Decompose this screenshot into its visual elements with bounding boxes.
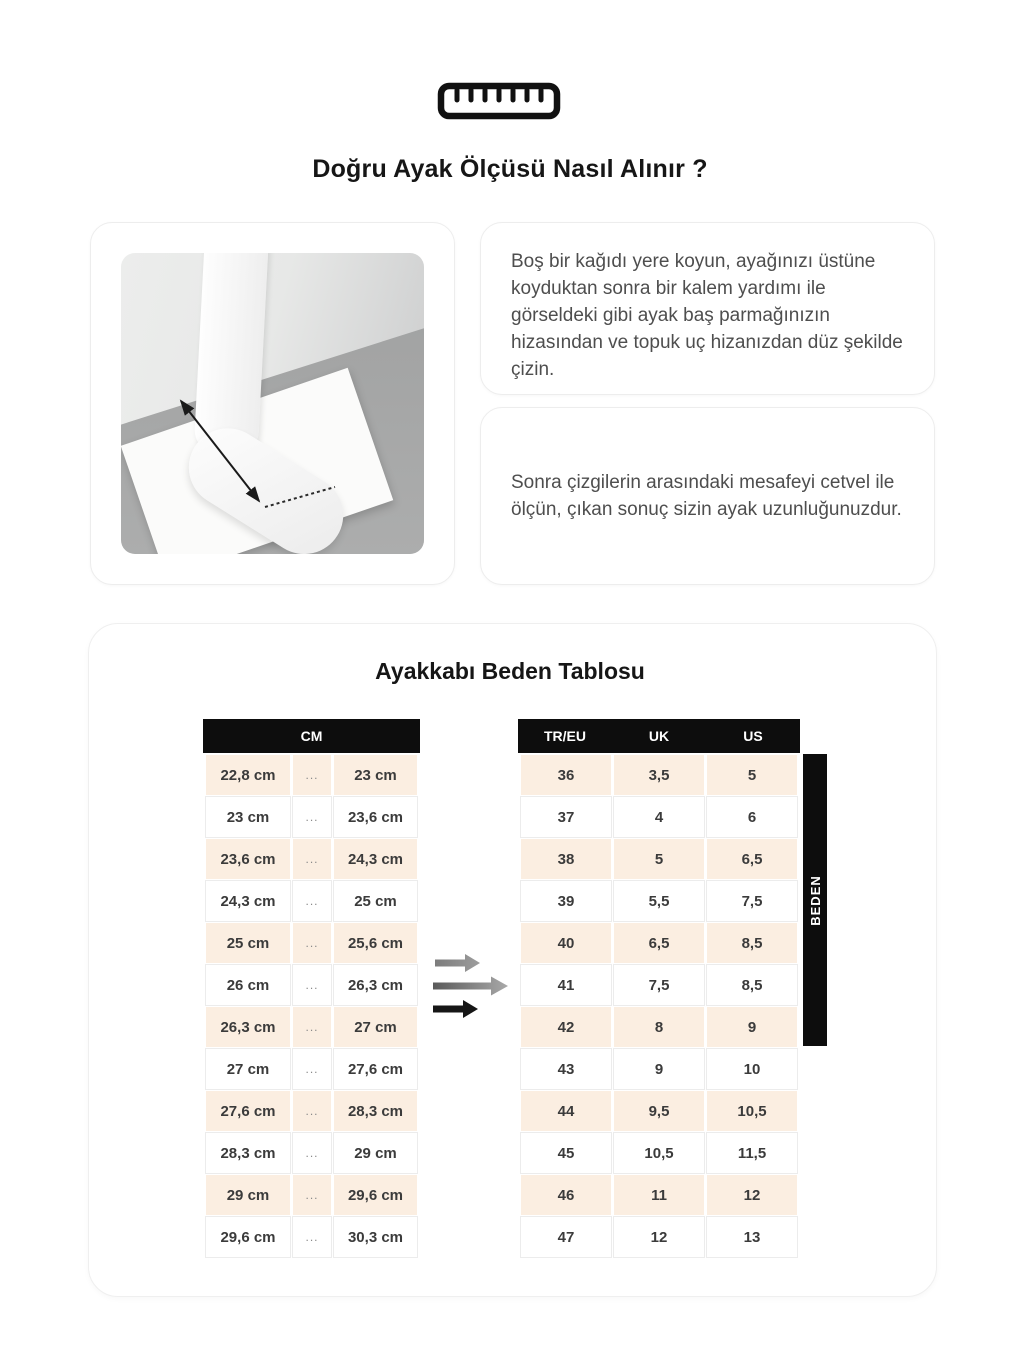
cm-range-to: 25 cm [334, 881, 417, 921]
tr-eu-size: 41 [521, 965, 611, 1005]
conversion-table-row [521, 1217, 797, 1257]
conversion-table-row [521, 1091, 797, 1131]
tr-eu-size: 47 [521, 1217, 611, 1257]
cm-range-from: 28,3 cm [206, 1133, 290, 1173]
cm-table-row [206, 965, 417, 1005]
cm-range-separator: ... [293, 923, 331, 963]
cm-range-to: 24,3 cm [334, 839, 417, 879]
instruction-text-2: Sonra çizgilerin arasındaki mesafeyi cetvel ile ölçün, çıkan sonuç sizin ayak uzunluğunuzdur. [511, 472, 902, 520]
cm-table-row [206, 1217, 417, 1257]
cm-range-from: 26,3 cm [206, 1007, 290, 1047]
size-section-title: Ayakkabı Beden Tablosu [375, 658, 645, 684]
cm-table-row [206, 839, 417, 879]
conversion-table-row [521, 839, 797, 879]
cm-range-separator: ... [293, 1091, 331, 1131]
tr-eu-size: 45 [521, 1133, 611, 1173]
us-size: 10,5 [707, 1091, 797, 1131]
cm-table-row [206, 1007, 417, 1047]
cm-table-row [206, 1049, 417, 1089]
us-size: 8,5 [707, 923, 797, 963]
us-size: 12 [707, 1175, 797, 1215]
cm-table-row [206, 1091, 417, 1131]
us-size: 7,5 [707, 881, 797, 921]
header-uk: UK [648, 728, 670, 744]
tr-eu-size: 44 [521, 1091, 611, 1131]
us-size: 13 [707, 1217, 797, 1257]
cm-table-header [203, 719, 420, 753]
cm-range-from: 27 cm [206, 1049, 290, 1089]
conversion-table-row [521, 923, 797, 963]
uk-size: 6,5 [614, 923, 704, 963]
cm-range-from: 29,6 cm [206, 1217, 290, 1257]
cm-table-row [206, 797, 417, 837]
conversion-table-header [518, 719, 800, 753]
cm-range-to: 29,6 cm [334, 1175, 417, 1215]
uk-size: 9,5 [614, 1091, 704, 1131]
conversion-table-body [521, 755, 797, 1257]
instruction-card-1 [480, 222, 935, 395]
cm-range-separator: ... [293, 1175, 331, 1215]
uk-size: 5 [614, 839, 704, 879]
us-size: 8,5 [707, 965, 797, 1005]
cm-table [203, 753, 420, 1259]
cm-table-row [206, 1133, 417, 1173]
cm-header-label: CM [300, 728, 323, 744]
beden-side-bar [803, 754, 827, 1046]
beden-label: BEDEN [807, 874, 823, 926]
us-size: 11,5 [707, 1133, 797, 1173]
uk-size: 5,5 [614, 881, 704, 921]
header-tr-eu: TR/EU [544, 728, 586, 744]
cm-table-row [206, 881, 417, 921]
uk-size: 10,5 [614, 1133, 704, 1173]
uk-size: 3,5 [614, 755, 704, 795]
tr-eu-size: 39 [521, 881, 611, 921]
cm-range-from: 27,6 cm [206, 1091, 290, 1131]
cm-range-to: 28,3 cm [334, 1091, 417, 1131]
cm-range-from: 26 cm [206, 965, 290, 1005]
cm-table-row [206, 1175, 417, 1215]
instruction-text-1: Boş bir kağıdı yere koyun, ayağınızı üstüne koyduktan sonra bir kalem yardımı ile görseldeki gibi ayak baş parmağınızın hizasından ve topuk uç hizanızdan düz şekilde çizin. [511, 251, 903, 380]
cm-range-from: 22,8 cm [206, 755, 290, 795]
cm-range-from: 25 cm [206, 923, 290, 963]
cm-range-from: 23,6 cm [206, 839, 290, 879]
cm-range-to: 23 cm [334, 755, 417, 795]
conversion-table-row [521, 965, 797, 1005]
tr-eu-size: 36 [521, 755, 611, 795]
us-size: 6 [707, 797, 797, 837]
cm-range-to: 23,6 cm [334, 797, 417, 837]
cm-range-separator: ... [293, 839, 331, 879]
conversion-table-row [521, 1133, 797, 1173]
conversion-table-row [521, 881, 797, 921]
cm-range-to: 25,6 cm [334, 923, 417, 963]
conversion-table-row [521, 755, 797, 795]
conversion-table-row [521, 1049, 797, 1089]
tr-eu-size: 38 [521, 839, 611, 879]
tr-eu-size: 42 [521, 1007, 611, 1047]
cm-range-separator: ... [293, 755, 331, 795]
cm-range-to: 27 cm [334, 1007, 417, 1047]
us-size: 5 [707, 755, 797, 795]
uk-size: 9 [614, 1049, 704, 1089]
conversion-table-row [521, 797, 797, 837]
cm-range-separator: ... [293, 965, 331, 1005]
cm-range-separator: ... [293, 797, 331, 837]
cm-range-separator: ... [293, 1007, 331, 1047]
cm-range-to: 27,6 cm [334, 1049, 417, 1089]
cm-range-separator: ... [293, 1217, 331, 1257]
cm-range-from: 23 cm [206, 797, 290, 837]
tr-eu-size: 46 [521, 1175, 611, 1215]
cm-range-to: 29 cm [334, 1133, 417, 1173]
cm-range-from: 29 cm [206, 1175, 290, 1215]
cm-range-to: 26,3 cm [334, 965, 417, 1005]
foot-measurement-photo [121, 253, 424, 554]
table-link-arrows-icon [425, 945, 520, 1025]
cm-table-row [206, 923, 417, 963]
cm-table-body [206, 755, 417, 1257]
uk-size: 7,5 [614, 965, 704, 1005]
measurement-arrow [121, 253, 424, 554]
conversion-table-row [521, 1007, 797, 1047]
cm-range-separator: ... [293, 1049, 331, 1089]
ruler-icon [437, 82, 561, 122]
tr-eu-size: 37 [521, 797, 611, 837]
page-title: Doğru Ayak Ölçüsü Nasıl Alınır ? [312, 155, 708, 183]
conversion-table [518, 753, 800, 1259]
cm-range-from: 24,3 cm [206, 881, 290, 921]
cm-range-separator: ... [293, 1133, 331, 1173]
conversion-table-row [521, 1175, 797, 1215]
us-size: 6,5 [707, 839, 797, 879]
tr-eu-size: 40 [521, 923, 611, 963]
measurement-image-card [90, 222, 455, 585]
cm-range-separator: ... [293, 881, 331, 921]
uk-size: 12 [614, 1217, 704, 1257]
uk-size: 8 [614, 1007, 704, 1047]
header-us: US [743, 728, 763, 744]
uk-size: 4 [614, 797, 704, 837]
tr-eu-size: 43 [521, 1049, 611, 1089]
us-size: 9 [707, 1007, 797, 1047]
cm-range-to: 30,3 cm [334, 1217, 417, 1257]
us-size: 10 [707, 1049, 797, 1089]
uk-size: 11 [614, 1175, 704, 1215]
instruction-card-2 [480, 407, 935, 585]
cm-table-row [206, 755, 417, 795]
